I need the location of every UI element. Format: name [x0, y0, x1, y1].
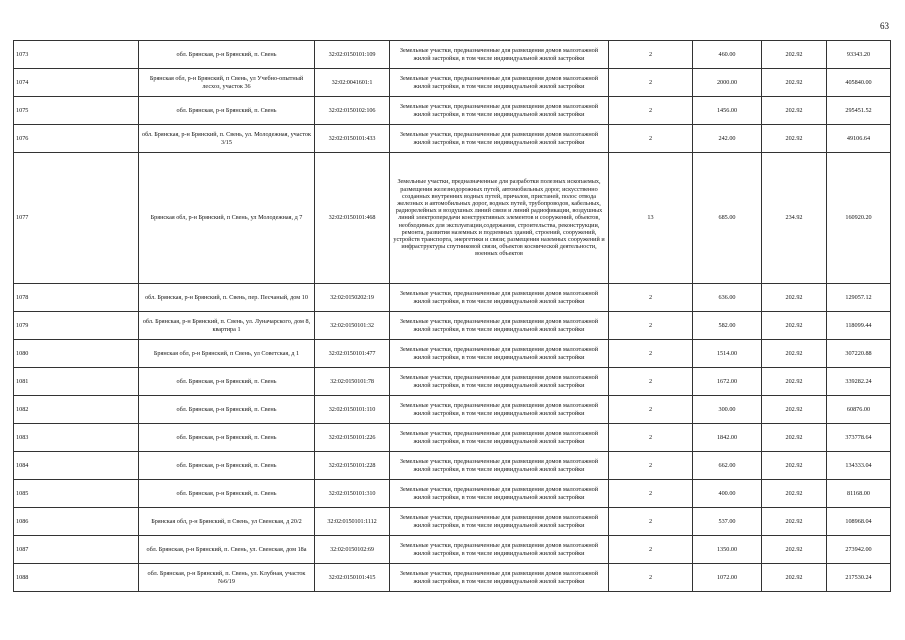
row-number: 1077: [14, 153, 139, 284]
area-cell: 685.00: [693, 153, 762, 284]
table-row: [14, 424, 891, 452]
table-row: [14, 153, 891, 284]
rate-cell: 202.92: [762, 312, 827, 340]
area-cell: 1514.00: [693, 340, 762, 368]
category-cell: 2: [609, 508, 693, 536]
address-cell: обл. Брянская, р-н Брянский, п. Свень, ул. Молодежная, участок 3/15: [139, 125, 315, 153]
rate-cell: 202.92: [762, 536, 827, 564]
address-cell: обл. Брянская, р-н Брянский, п. Свень, ул. Луначарского, дом 8, квартира 1: [139, 312, 315, 340]
cadastral-value-cell: 108968.04: [827, 508, 891, 536]
cadastral-number-cell: 32:02:0150101:110: [315, 396, 390, 424]
row-number: 1086: [14, 508, 139, 536]
land-use-cell: Земельные участки, предназначенные для размещения домов малоэтажной жилой застройки, в том числе индивидуальной жилой застройки: [390, 508, 609, 536]
table-row: [14, 396, 891, 424]
category-cell: 2: [609, 69, 693, 97]
category-cell: 2: [609, 312, 693, 340]
land-use-cell: Земельные участки, предназначенные для размещения домов малоэтажной жилой застройки, в том числе индивидуальной жилой застройки: [390, 312, 609, 340]
cadastral-number-cell: 32:02:0150101:109: [315, 41, 390, 69]
rate-cell: 202.92: [762, 97, 827, 125]
cadastral-value-cell: 118099.44: [827, 312, 891, 340]
rate-cell: 202.92: [762, 41, 827, 69]
area-cell: 1842.00: [693, 424, 762, 452]
cadastral-value-cell: 49106.64: [827, 125, 891, 153]
row-number: 1083: [14, 424, 139, 452]
cadastral-value-cell: 273942.00: [827, 536, 891, 564]
category-cell: 2: [609, 536, 693, 564]
land-use-cell: Земельные участки, предназначенные для размещения домов малоэтажной жилой застройки, в том числе индивидуальной жилой застройки: [390, 396, 609, 424]
area-cell: 636.00: [693, 284, 762, 312]
cadastral-number-cell: 32:02:0150101:228: [315, 452, 390, 480]
address-cell: обл. Брянская, р-н Брянский, п. Свень, ул. Свенская, дом 18а: [139, 536, 315, 564]
row-number: 1079: [14, 312, 139, 340]
address-cell: обл. Брянская, р-н Брянский, п. Свень: [139, 41, 315, 69]
cadastral-number-cell: 32:02:0150102:69: [315, 536, 390, 564]
cadastral-value-cell: 217530.24: [827, 564, 891, 592]
address-cell: Брянская обл, р-н Брянский, п Свень, ул Советская, д 1: [139, 340, 315, 368]
category-cell: 2: [609, 284, 693, 312]
row-number: 1087: [14, 536, 139, 564]
cadastral-value-cell: 93343.20: [827, 41, 891, 69]
row-number: 1088: [14, 564, 139, 592]
row-number: 1078: [14, 284, 139, 312]
land-use-cell: Земельные участки, предназначенные для размещения домов малоэтажной жилой застройки, в том числе индивидуальной жилой застройки: [390, 452, 609, 480]
area-cell: 460.00: [693, 41, 762, 69]
rate-cell: 202.92: [762, 69, 827, 97]
table-row: [14, 125, 891, 153]
cadastral-number-cell: 32:02:0150202:19: [315, 284, 390, 312]
cadastral-number-cell: 32:02:0150101:1112: [315, 508, 390, 536]
cadastral-value-cell: 339282.24: [827, 368, 891, 396]
rate-cell: 202.92: [762, 284, 827, 312]
cadastral-value-cell: 307220.88: [827, 340, 891, 368]
address-cell: обл. Брянская, р-н Брянский, п. Свень: [139, 480, 315, 508]
land-use-cell: Земельные участки, предназначенные для разработки полезных ископаемых, размещения железнодорожных путей, автомобильных дорог, искусственно созданных внутренних водных путей, причалов, пристаней, полос отвода железных и автомобильных дорог, водных путей, трубопроводов, кабельных, радиорелейных и воздушных линий связи и линий радиофикации, воздушных линий электропередачи конструктивных элементов и сооружений, объектов, необходимых для эксплуатации,содержания, строительства, реконструкции, ремонта, развития наземных и подземных зданий, строений, сооружений, устройств транспорта, энергетики и связи; размещения наземных сооружений и инфраструктуры спутниковой связи, объектов космической деятельности, военных объектов: [390, 153, 609, 284]
table-row: [14, 508, 891, 536]
land-use-cell: Земельные участки, предназначенные для размещения домов малоэтажной жилой застройки, в том числе индивидуальной жилой застройки: [390, 536, 609, 564]
row-number: 1081: [14, 368, 139, 396]
cadastral-number-cell: 32:02:0150101:310: [315, 480, 390, 508]
address-cell: обл. Брянская, р-н Брянский, п. Свень: [139, 97, 315, 125]
cadastral-value-cell: 60876.00: [827, 396, 891, 424]
rate-cell: 202.92: [762, 480, 827, 508]
row-number: 1084: [14, 452, 139, 480]
cadastral-value-cell: 295451.52: [827, 97, 891, 125]
cadastral-number-cell: 32:02:0150101:32: [315, 312, 390, 340]
page-number: 63: [880, 21, 889, 31]
rate-cell: 234.92: [762, 153, 827, 284]
area-cell: 537.00: [693, 508, 762, 536]
cadastral-value-cell: 81168.00: [827, 480, 891, 508]
cadastral-number-cell: 32:02:0150101:78: [315, 368, 390, 396]
registry-body: [14, 41, 891, 592]
cadastral-value-cell: 134333.04: [827, 452, 891, 480]
category-cell: 2: [609, 452, 693, 480]
address-cell: Брянская обл, р-н Брянский, п Свень, ул Свенская, д 20/2: [139, 508, 315, 536]
table-row: [14, 284, 891, 312]
land-use-cell: Земельные участки, предназначенные для размещения домов малоэтажной жилой застройки, в том числе индивидуальной жилой застройки: [390, 125, 609, 153]
row-number: 1076: [14, 125, 139, 153]
land-use-cell: Земельные участки, предназначенные для размещения домов малоэтажной жилой застройки, в том числе индивидуальной жилой застройки: [390, 368, 609, 396]
category-cell: 2: [609, 396, 693, 424]
table-row: [14, 452, 891, 480]
category-cell: 2: [609, 564, 693, 592]
category-cell: 2: [609, 424, 693, 452]
row-number: 1080: [14, 340, 139, 368]
table-row: [14, 480, 891, 508]
row-number: 1082: [14, 396, 139, 424]
address-cell: обл. Брянская, р-н Брянский, п. Свень: [139, 424, 315, 452]
row-number: 1074: [14, 69, 139, 97]
table-row: [14, 536, 891, 564]
category-cell: 2: [609, 368, 693, 396]
table-row: [14, 312, 891, 340]
area-cell: 1072.00: [693, 564, 762, 592]
rate-cell: 202.92: [762, 508, 827, 536]
cadastral-number-cell: 32:02:0150101:433: [315, 125, 390, 153]
cadastral-number-cell: 32:02:0150101:468: [315, 153, 390, 284]
category-cell: 2: [609, 480, 693, 508]
address-cell: обл. Брянская, р-н Брянский, п. Свень, ул. Клубная, участок №6/19: [139, 564, 315, 592]
address-cell: обл. Брянская, р-н Брянский, п. Свень, пер. Песчаный, дом 10: [139, 284, 315, 312]
land-registry-table: [13, 40, 891, 592]
category-cell: 2: [609, 340, 693, 368]
address-cell: Брянская обл, р-н Брянский, п Свень, ул Учебно-опытный лесхоз, участок 36: [139, 69, 315, 97]
address-cell: обл. Брянская, р-н Брянский, п. Свень: [139, 452, 315, 480]
land-use-cell: Земельные участки, предназначенные для размещения домов малоэтажной жилой застройки, в том числе индивидуальной жилой застройки: [390, 480, 609, 508]
cadastral-value-cell: 160920.20: [827, 153, 891, 284]
address-cell: Брянская обл, р-н Брянский, п Свень, ул Молодежная, д 7: [139, 153, 315, 284]
rate-cell: 202.92: [762, 340, 827, 368]
land-use-cell: Земельные участки, предназначенные для размещения домов малоэтажной жилой застройки, в том числе индивидуальной жилой застройки: [390, 69, 609, 97]
row-number: 1075: [14, 97, 139, 125]
cadastral-number-cell: 32:02:0150101:477: [315, 340, 390, 368]
land-use-cell: Земельные участки, предназначенные для размещения домов малоэтажной жилой застройки, в том числе индивидуальной жилой застройки: [390, 284, 609, 312]
area-cell: 300.00: [693, 396, 762, 424]
land-use-cell: Земельные участки, предназначенные для размещения домов малоэтажной жилой застройки, в том числе индивидуальной жилой застройки: [390, 564, 609, 592]
rate-cell: 202.92: [762, 424, 827, 452]
category-cell: 2: [609, 125, 693, 153]
address-cell: обл. Брянская, р-н Брянский, п. Свень: [139, 368, 315, 396]
area-cell: 582.00: [693, 312, 762, 340]
category-cell: 13: [609, 153, 693, 284]
cadastral-number-cell: 32:02:0041601:1: [315, 69, 390, 97]
area-cell: 662.00: [693, 452, 762, 480]
row-number: 1085: [14, 480, 139, 508]
rate-cell: 202.92: [762, 125, 827, 153]
cadastral-number-cell: 32:02:0150101:226: [315, 424, 390, 452]
cadastral-value-cell: 129057.12: [827, 284, 891, 312]
area-cell: 1672.00: [693, 368, 762, 396]
area-cell: 1350.00: [693, 536, 762, 564]
rate-cell: 202.92: [762, 396, 827, 424]
table-row: [14, 340, 891, 368]
cadastral-number-cell: 32:02:0150102:106: [315, 97, 390, 125]
area-cell: 1456.00: [693, 97, 762, 125]
category-cell: 2: [609, 97, 693, 125]
land-use-cell: Земельные участки, предназначенные для размещения домов малоэтажной жилой застройки, в том числе индивидуальной жилой застройки: [390, 41, 609, 69]
table-row: [14, 41, 891, 69]
land-use-cell: Земельные участки, предназначенные для размещения домов малоэтажной жилой застройки, в том числе индивидуальной жилой застройки: [390, 424, 609, 452]
land-use-cell: Земельные участки, предназначенные для размещения домов малоэтажной жилой застройки, в том числе индивидуальной жилой застройки: [390, 340, 609, 368]
rate-cell: 202.92: [762, 368, 827, 396]
area-cell: 242.00: [693, 125, 762, 153]
table-row: [14, 368, 891, 396]
cadastral-value-cell: 405840.00: [827, 69, 891, 97]
category-cell: 2: [609, 41, 693, 69]
rate-cell: 202.92: [762, 564, 827, 592]
address-cell: обл. Брянская, р-н Брянский, п. Свень: [139, 396, 315, 424]
cadastral-value-cell: 373778.64: [827, 424, 891, 452]
area-cell: 2000.00: [693, 69, 762, 97]
cadastral-number-cell: 32:02:0150101:415: [315, 564, 390, 592]
table-row: [14, 97, 891, 125]
row-number: 1073: [14, 41, 139, 69]
rate-cell: 202.92: [762, 452, 827, 480]
land-use-cell: Земельные участки, предназначенные для размещения домов малоэтажной жилой застройки, в том числе индивидуальной жилой застройки: [390, 97, 609, 125]
table-row: [14, 69, 891, 97]
table-row: [14, 564, 891, 592]
area-cell: 400.00: [693, 480, 762, 508]
